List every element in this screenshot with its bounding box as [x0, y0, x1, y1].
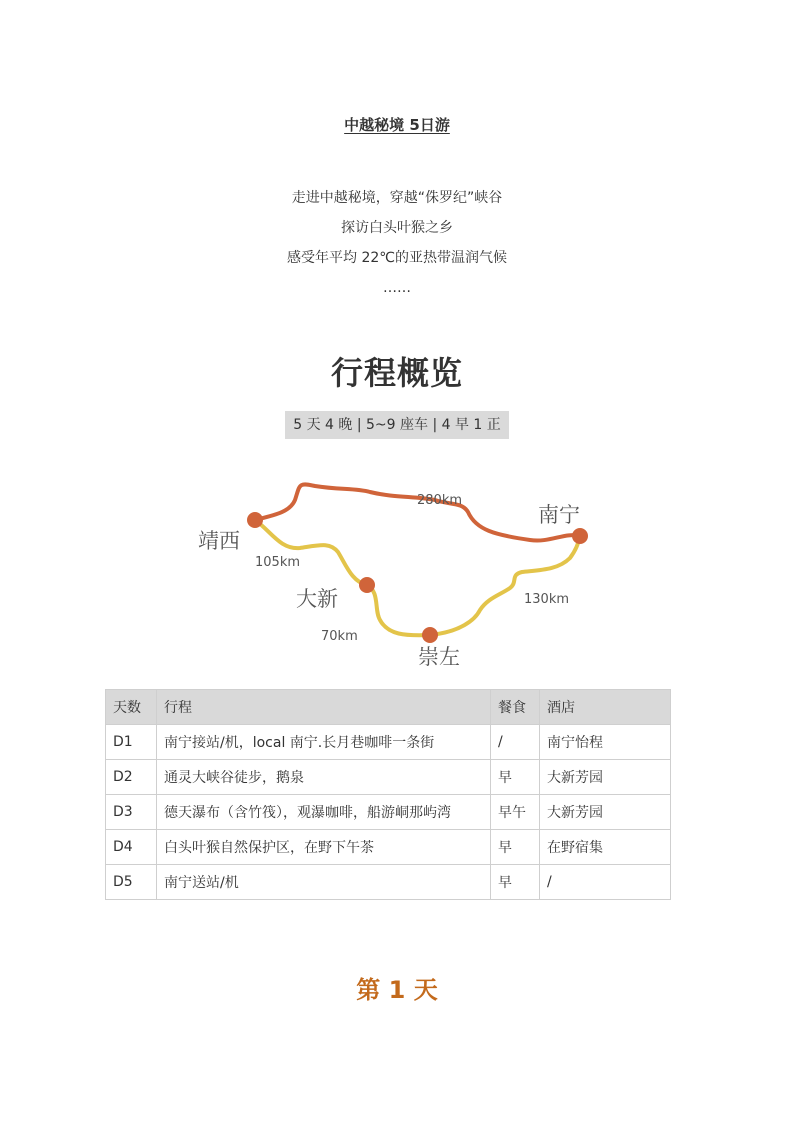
- table-row: [106, 865, 671, 900]
- table-row: [106, 760, 671, 795]
- stop-chongzuo-marker: [422, 627, 438, 643]
- stop-jingxi-marker: [247, 512, 263, 528]
- distance-label-daxin-chongzuo: 70km: [321, 629, 358, 644]
- cell-meal: 早: [491, 865, 540, 900]
- summary-wrapper: [0, 411, 794, 439]
- cell-route: 德天瀑布（含竹筏），观瀑咖啡，船游峒那屿湾: [157, 795, 491, 830]
- place-label-jingxi: 靖西: [198, 529, 240, 553]
- cell-hotel: 大新芳园: [540, 795, 671, 830]
- cell-hotel: 大新芳园: [540, 760, 671, 795]
- cell-hotel: /: [540, 865, 671, 900]
- cell-route: 南宁送站/机: [157, 865, 491, 900]
- intro-line: 走进中越秘境，穿越“侏罗纪”峡谷: [291, 190, 503, 206]
- distance-label-jingxi-daxin: 105km: [255, 555, 301, 570]
- itinerary-table: [105, 689, 671, 900]
- header-meal: 餐食: [491, 690, 540, 725]
- distance-label-chongzuo-nanning: 130km: [524, 592, 570, 607]
- day-1-heading: 第 1 天: [356, 976, 438, 1004]
- cell-route: 白头叶猴自然保护区，在野下午茶: [157, 830, 491, 865]
- stop-nanning-marker: [572, 528, 588, 544]
- cell-meal: 早: [491, 830, 540, 865]
- cell-day: D3: [106, 795, 157, 830]
- place-label-chongzuo: 崇左: [418, 645, 460, 669]
- header-route: 行程: [157, 690, 491, 725]
- intro-line: 感受年平均 22℃的亚热带温润气候: [287, 250, 507, 266]
- intro-ellipsis: ……: [383, 280, 411, 296]
- cell-day: D5: [106, 865, 157, 900]
- route-map: [180, 470, 620, 680]
- route-jingxi-daxin: [255, 520, 367, 585]
- cell-day: D4: [106, 830, 157, 865]
- stop-daxin-marker: [359, 577, 375, 593]
- table-row: [106, 725, 671, 760]
- cell-route: 南宁接站/机，local 南宁.长月巷咖啡一条街: [157, 725, 491, 760]
- cell-meal: 早: [491, 760, 540, 795]
- document-title: 中越秘境 5日游: [344, 116, 450, 134]
- route-chongzuo-nanning: [430, 536, 580, 635]
- place-label-daxin: 大新: [296, 587, 338, 611]
- cell-hotel: 在野宿集: [540, 830, 671, 865]
- trip-summary-badge: 5 天 4 晚 | 5~9 座车 | 4 早 1 正: [285, 411, 509, 439]
- intro-line: 探访白头叶猴之乡: [341, 220, 453, 236]
- header-day: 天数: [106, 690, 157, 725]
- table-header-row: [106, 690, 671, 725]
- cell-day: D2: [106, 760, 157, 795]
- table-row: [106, 795, 671, 830]
- header-hotel: 酒店: [540, 690, 671, 725]
- cell-meal: /: [491, 725, 540, 760]
- cell-hotel: 南宁怡程: [540, 725, 671, 760]
- route-daxin-chongzuo: [367, 585, 430, 635]
- overview-title: 行程概览: [330, 354, 463, 392]
- distance-label-nanning-jingxi: 280km: [417, 493, 463, 508]
- cell-meal: 早午: [491, 795, 540, 830]
- cell-day: D1: [106, 725, 157, 760]
- table-row: [106, 830, 671, 865]
- intro-block: [0, 183, 794, 303]
- cell-route: 通灵大峡谷徒步，鹅泉: [157, 760, 491, 795]
- place-label-nanning: 南宁: [538, 503, 580, 527]
